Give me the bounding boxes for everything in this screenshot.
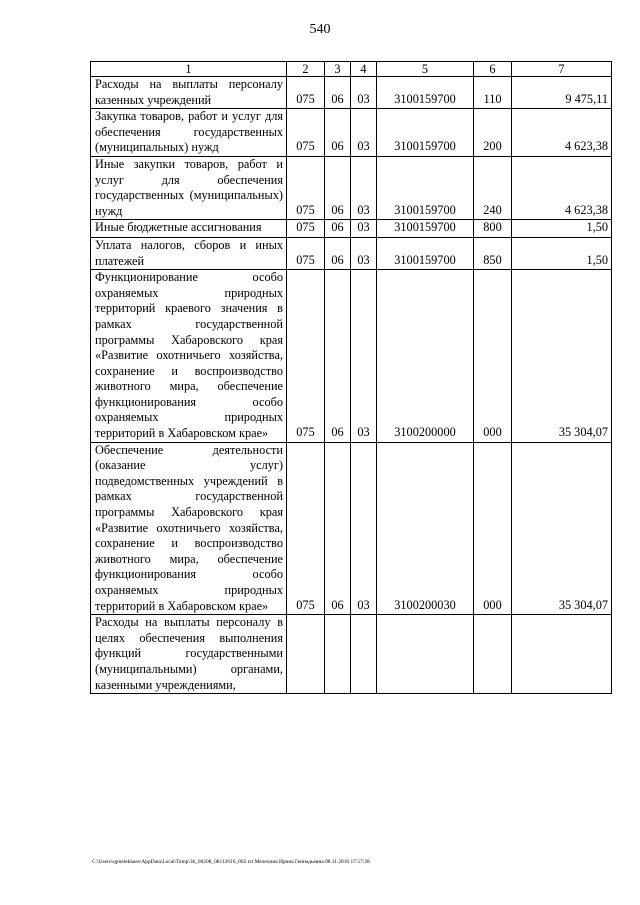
row-code-4: 03 <box>351 156 377 219</box>
row-code-5: 3100159700 <box>377 156 474 219</box>
row-amount: 1,50 <box>512 220 612 238</box>
column-header-6: 6 <box>474 62 512 77</box>
row-code-5: 3100159700 <box>377 109 474 157</box>
row-code-6: 850 <box>474 237 512 269</box>
table-row <box>91 156 612 219</box>
row-amount: 35 304,07 <box>512 270 612 443</box>
row-code-5: 3100200030 <box>377 442 474 615</box>
table-row <box>91 237 612 269</box>
row-name: Закупка товаров, работ и услуг для обеспечения государственных (муниципальных) нужд <box>91 109 287 157</box>
row-code-3: 06 <box>325 77 351 109</box>
row-code-5 <box>377 615 474 694</box>
row-amount: 1,50 <box>512 237 612 269</box>
table-header-row <box>91 62 612 77</box>
row-code-4: 03 <box>351 442 377 615</box>
table-row <box>91 109 612 157</box>
row-code-3: 06 <box>325 109 351 157</box>
row-code-2: 075 <box>287 220 325 238</box>
file-path-footer: C:\Users\sgmelekhaes\AppData\Local\Temp\3k_00208_08112016_002.txt Мелехина Ирина Геннадьевна 08.11.2016 17:57:28 <box>92 859 370 865</box>
row-name: Иные закупки товаров, работ и услуг для обеспечения государственных (муниципальных) нужд <box>91 156 287 219</box>
row-code-3: 06 <box>325 270 351 443</box>
column-header-1: 1 <box>91 62 287 77</box>
column-header-7: 7 <box>512 62 612 77</box>
row-code-6: 000 <box>474 442 512 615</box>
row-name: Иные бюджетные ассигнования <box>91 220 287 238</box>
table-row <box>91 442 612 615</box>
column-header-5: 5 <box>377 62 474 77</box>
row-code-6: 240 <box>474 156 512 219</box>
row-code-4: 03 <box>351 220 377 238</box>
table-row <box>91 77 612 109</box>
row-name: Функционирование особо охраняемых природных территорий краевого значения в рамках государственной программы Хабаровского края «Развитие охотничьего хозяйства, сохранение и воспроизводство животного мира, обеспечение функционирования особо охраняемых природных территорий в Хабаровском крае» <box>91 270 287 443</box>
row-code-3 <box>325 615 351 694</box>
row-amount: 4 623,38 <box>512 156 612 219</box>
row-name: Расходы на выплаты персоналу в целях обеспечения выполнения функций государственными (муниципальными) органами, казенными учреждениями, <box>91 615 287 694</box>
row-code-2: 075 <box>287 109 325 157</box>
row-code-6: 800 <box>474 220 512 238</box>
row-code-2: 075 <box>287 442 325 615</box>
row-code-4: 03 <box>351 237 377 269</box>
row-code-5: 3100159700 <box>377 237 474 269</box>
row-code-3: 06 <box>325 156 351 219</box>
row-code-4: 03 <box>351 270 377 443</box>
row-code-5: 3100159700 <box>377 77 474 109</box>
row-amount <box>512 615 612 694</box>
row-code-3: 06 <box>325 220 351 238</box>
table-row <box>91 615 612 694</box>
row-code-6: 110 <box>474 77 512 109</box>
row-code-3: 06 <box>325 442 351 615</box>
row-code-5: 3100200000 <box>377 270 474 443</box>
row-code-2: 075 <box>287 77 325 109</box>
table-body <box>91 77 612 694</box>
row-code-2: 075 <box>287 237 325 269</box>
column-header-2: 2 <box>287 62 325 77</box>
row-code-3: 06 <box>325 237 351 269</box>
column-header-4: 4 <box>351 62 377 77</box>
row-code-2 <box>287 615 325 694</box>
row-amount: 9 475,11 <box>512 77 612 109</box>
row-code-2: 075 <box>287 156 325 219</box>
row-code-5: 3100159700 <box>377 220 474 238</box>
row-amount: 4 623,38 <box>512 109 612 157</box>
row-code-4: 03 <box>351 109 377 157</box>
row-name: Уплата налогов, сборов и иных платежей <box>91 237 287 269</box>
row-code-4: 03 <box>351 77 377 109</box>
row-name: Обеспечение деятельности (оказание услуг) подведомственных учреждений в рамках государственной программы Хабаровского края «Развитие охотничьего хозяйства, сохранение и воспроизводство животного мира, обеспечение функционирования особо охраняемых природных территорий в Хабаровском крае» <box>91 442 287 615</box>
row-amount: 35 304,07 <box>512 442 612 615</box>
row-code-6: 000 <box>474 270 512 443</box>
table-row <box>91 220 612 238</box>
budget-table <box>90 61 612 694</box>
column-header-3: 3 <box>325 62 351 77</box>
row-code-4 <box>351 615 377 694</box>
table-row <box>91 270 612 443</box>
row-name: Расходы на выплаты персоналу казенных учреждений <box>91 77 287 109</box>
row-code-6: 200 <box>474 109 512 157</box>
row-code-2: 075 <box>287 270 325 443</box>
row-code-6 <box>474 615 512 694</box>
page-number: 540 <box>309 22 331 37</box>
